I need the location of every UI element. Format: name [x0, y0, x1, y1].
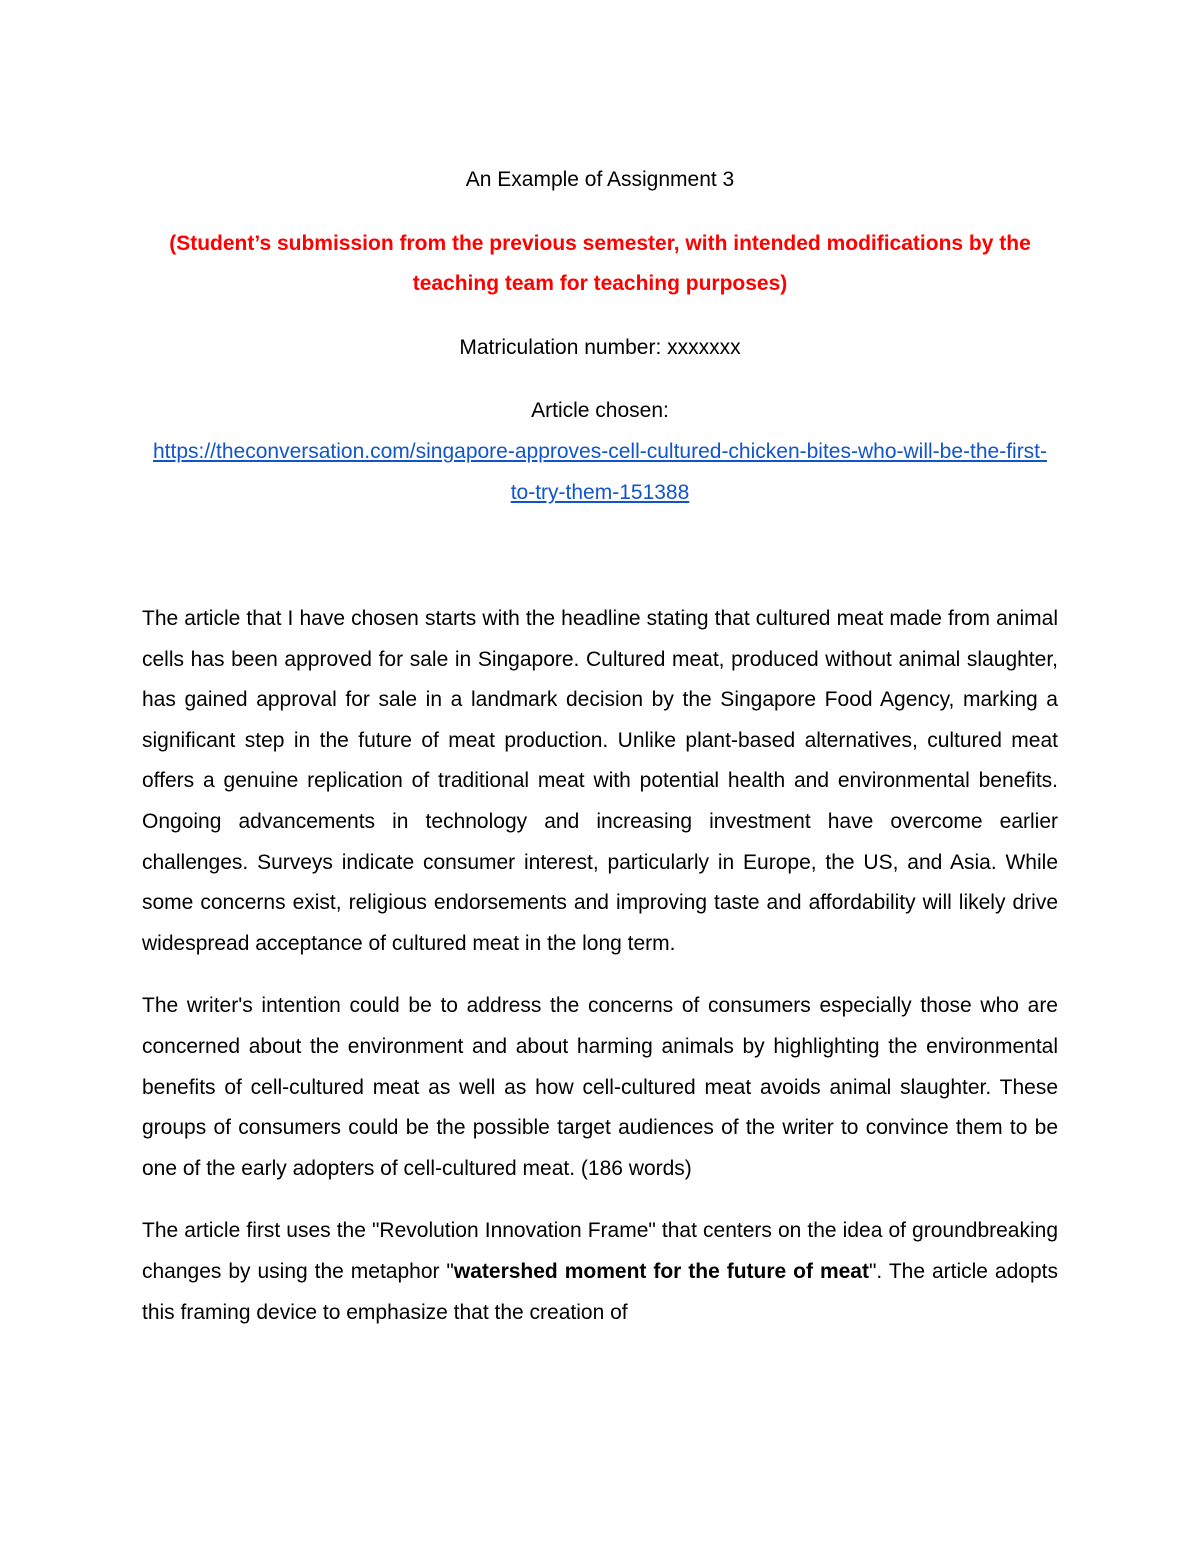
paragraph-framing-text-start: The article first uses the "Revolution Innovation Frame" that centers on the idea of groundbreaking changes by using the metaphor ": [142, 1219, 1058, 1283]
article-link[interactable]: https://theconversation.com/singapore-approves-cell-cultured-chicken-bites-who-will-be-the-first-to-try-them-151388: [152, 440, 1048, 504]
article-chosen-label: Article chosen:: [531, 399, 669, 422]
paragraph-framing: [142, 1211, 1058, 1333]
paragraph-summary: The article that I have chosen starts with the headline stating that cultured meat made from animal cells has been approved for sale in Singapore. Cultured meat, produced without animal slaughter, has gained approval for sale in a landmark decision by the Singapore Food Agency, marking a significant step in the future of meat production. Unlike plant-based alternatives, cultured meat offers a genuine replication of traditional meat with potential health and environmental benefits. Ongoing advancements in technology and increasing investment have overcome earlier challenges. Surveys indicate consumer interest, particularly in Europe, the US, and Asia. While some concerns exist, religious endorsements and improving taste and affordability will likely drive widespread acceptance of cultured meat in the long term.: [142, 607, 1058, 955]
article-chosen-block: [142, 390, 1058, 513]
paragraph-framing-text-end: ". The article adopts this framing device to emphasize that the creation of: [142, 1259, 1058, 1324]
document-title: An Example of Assignment 3: [465, 168, 735, 191]
document-page: [142, 160, 1058, 1355]
matriculation-number: Matriculation number: xxxxxxx: [459, 336, 741, 359]
teaching-note: (Student’s submission from the previous semester, with intended modifications by the teaching team for teaching purposes): [169, 232, 1031, 295]
paragraph-intention: The writer's intention could be to address the concerns of consumers especially those who are concerned about the environment and about harming animals by highlighting the environmental benefits of cell-cultured meat as well as how cell-cultured meat avoids animal slaughter. These groups of consumers could be the possible target audiences of the writer to convince them to be one of the early adopters of cell-cultured meat. (186 words): [142, 994, 1058, 1180]
metaphor-bold-text: watershed moment for the future of meat: [453, 1259, 869, 1283]
